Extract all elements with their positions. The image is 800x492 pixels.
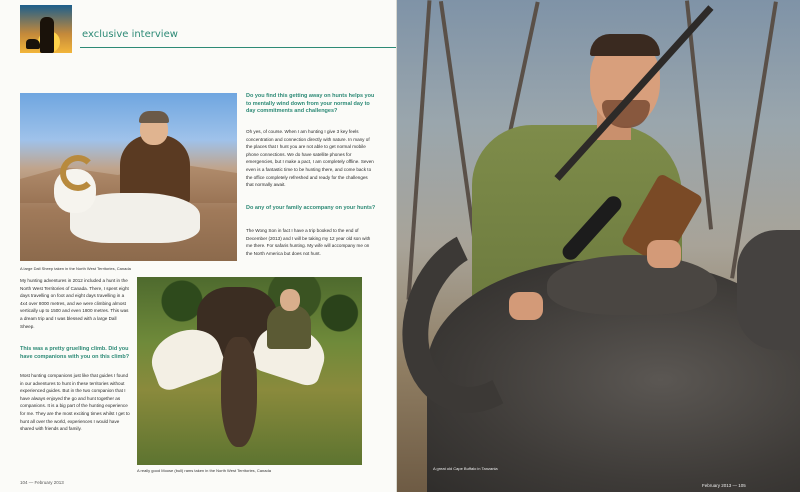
section-header — [80, 28, 396, 48]
answer-1: Oh yes, of course. When I am hunting I give 3 key feels concentration and connection directly with nature. In many of the places that I hunt you are not able to get normal mobile phone connections. We do have satellite phones for emergencies, but I make a pact, I am completely offline. Seven even is a fantastic time to be hunting there, and come back to the office completely refreshed and ready for the challenges that normally await. — [246, 129, 374, 188]
answer-3: Most hunting companions just like that guides I found in our adventures to hunt in these territories without experienced guides. But in the two companion that I have always enjoyed the go and hunt together as companions. It is a big part of the hunting experience for me. They are the most exciting times whilst I get to hunt all over the world, experiences I would have shared with friends and family. — [20, 373, 130, 432]
answer-2: The Wong Son in fact I have a trip booked to the end of December (2013) and I will be taking my 12 year old son with me there. For safaris hunting. My wife will accompany me on the North America but does not hunt. — [246, 228, 371, 256]
question-2: Do any of your family accompany on your hunts? — [246, 205, 376, 211]
section-title: exclusive interview — [82, 29, 178, 40]
intro-paragraph: My hunting adventures in 2012 included a hunt in the North West Territories of Canada. There, I spent eight days travelling on foot and eight days travelling in a 4x4 over 8000 metres, and we were climbing almost vertically up to 1500 and even 1800 metres. This was a dream trip and I was blessed with a large Dall Sheep. — [20, 278, 129, 329]
buffalo-photo-caption: A great old Cape Buffalo in Tanzania — [433, 466, 498, 471]
left-page-folio: 104 — February 2013 — [20, 480, 64, 485]
sheep-photo-caption: A large Dall Sheep taken in the North West Territories, Canada — [20, 266, 131, 271]
moose-photo-caption: A really good Moose (bull) rams taken in the North West Territories, Canada — [137, 468, 271, 473]
magazine-logo — [20, 5, 72, 53]
logo-dog-silhouette-icon — [26, 39, 40, 49]
buffalo-photo — [397, 0, 800, 492]
question-1: Do you find this getting away on hunts helps you to mentally wind down from your normal day to day commitments and challenges? — [246, 93, 375, 114]
moose-photo — [137, 277, 362, 465]
right-page-folio: February 2013 — 105 — [702, 483, 746, 488]
left-page — [0, 0, 397, 492]
dall-sheep-photo — [20, 93, 237, 261]
question-3: This was a pretty gruelling climb. Did you have companions with you on this climb? — [20, 346, 130, 360]
logo-hunter-silhouette-icon — [40, 17, 54, 53]
